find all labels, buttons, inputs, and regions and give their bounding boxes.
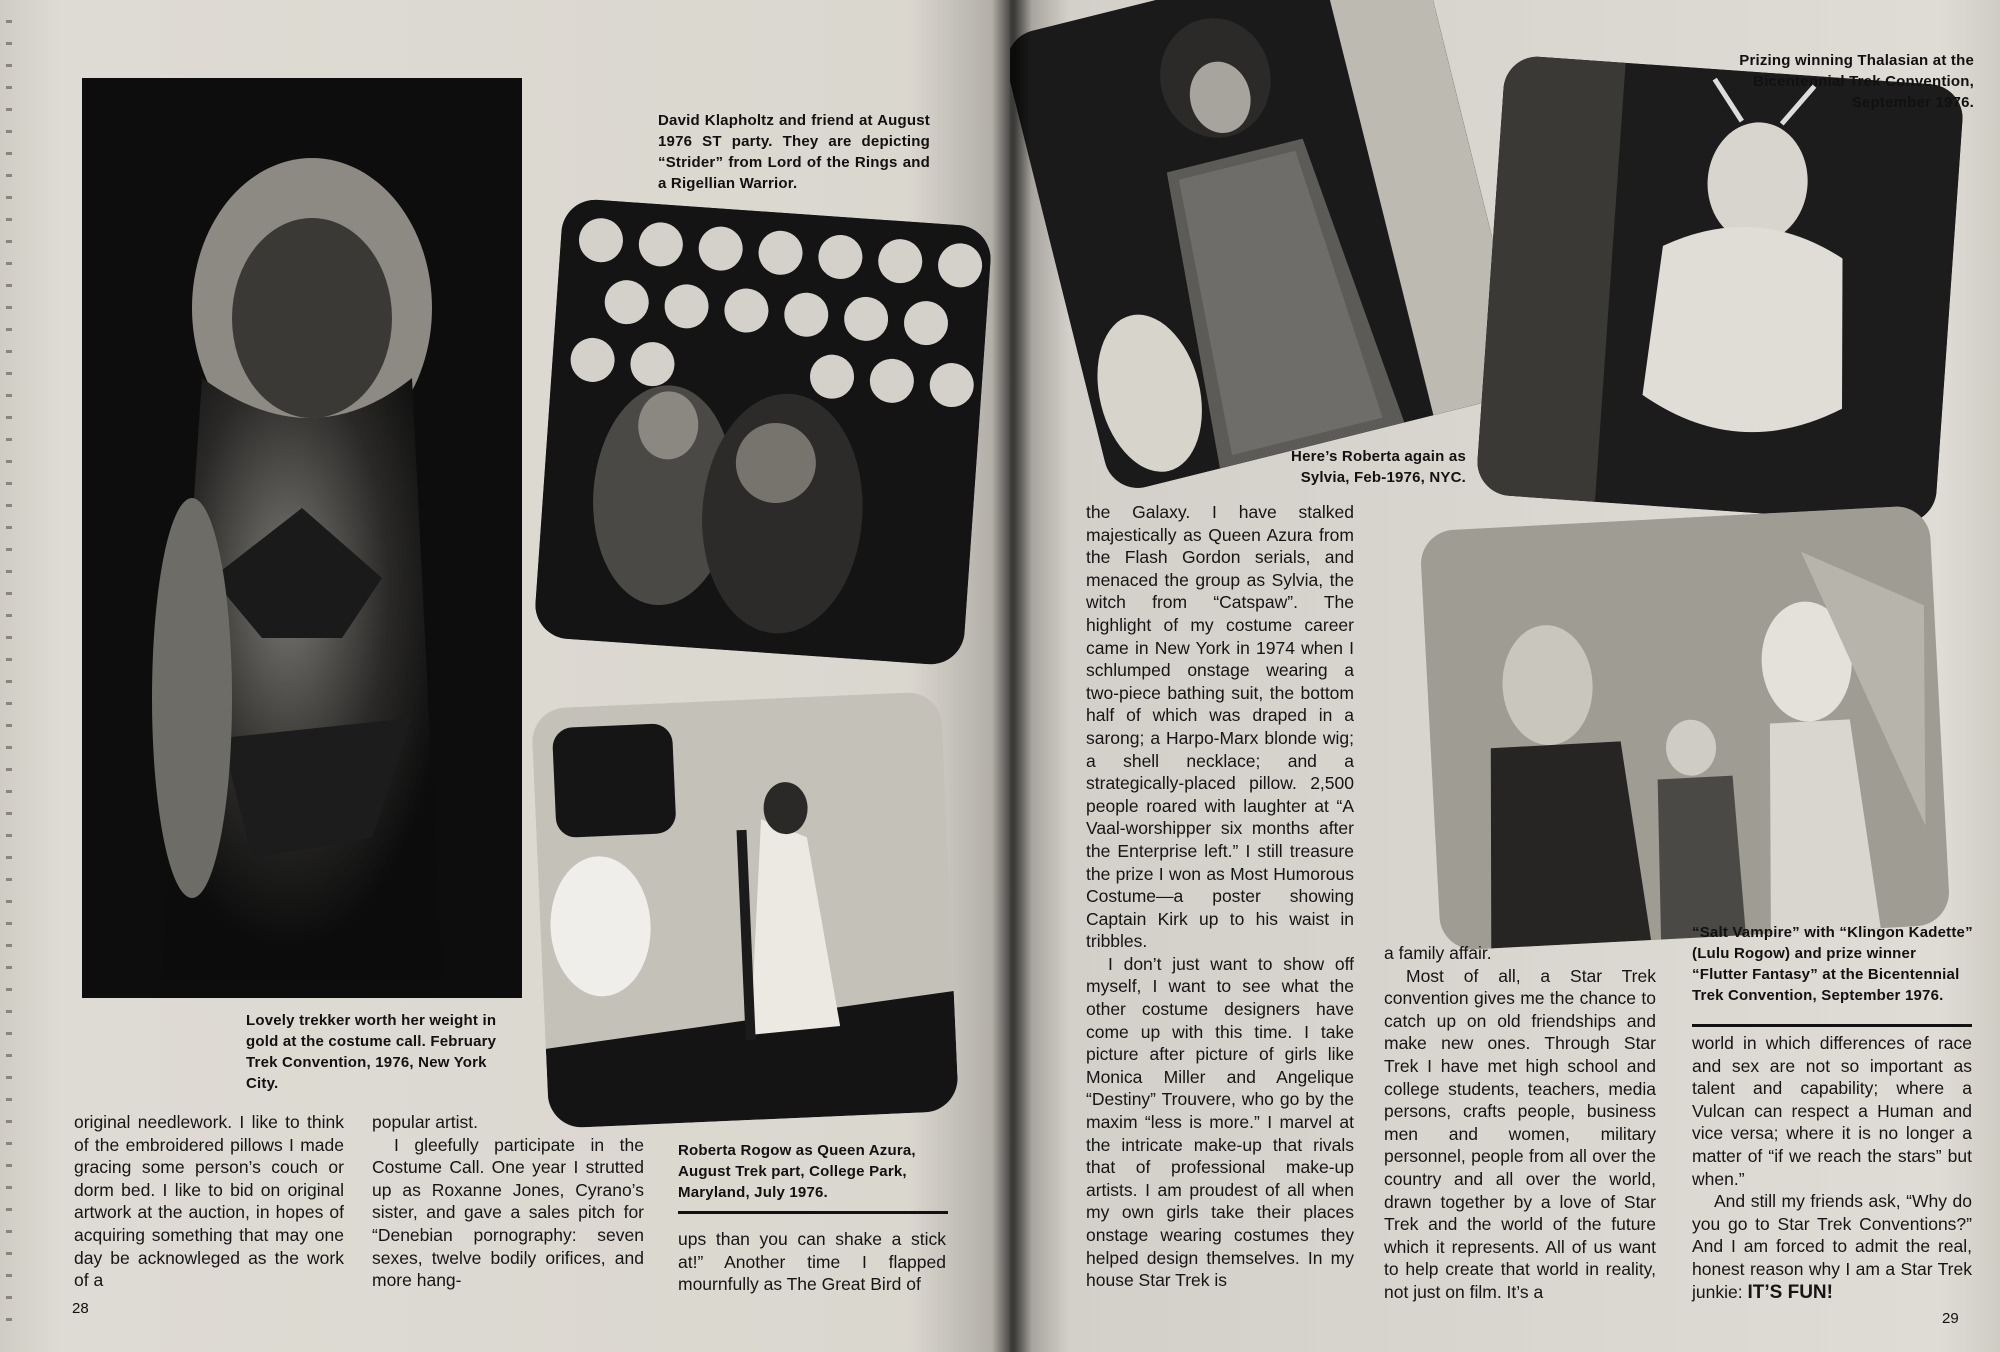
binder-holes bbox=[6, 20, 12, 1330]
photo-queen-azura bbox=[531, 691, 959, 1128]
caption-gold-trekker: Lovely trekker worth her weight in gold at the costume call. February Trek Convention, 1976, New York City. bbox=[246, 1012, 497, 1092]
spine-gutter bbox=[992, 0, 1032, 1352]
photo-thalasian bbox=[1475, 54, 1965, 525]
right-col-3-text-a: world in which differences of race and sex are not so important as talent and capability; where a Vulcan can respect a Human and vice versa; where it is no longer a matter of “if we reach the stars” but when.” bbox=[1692, 1033, 1972, 1189]
caption-azura: Roberta Rogow as Queen Azura, August Trek part, College Park, Maryland, July 1976. bbox=[678, 1142, 916, 1201]
left-col-3 bbox=[678, 1228, 946, 1296]
page-number-left: 28 bbox=[72, 1300, 89, 1317]
photo-sylvia bbox=[1010, 0, 1530, 495]
photo-gold-trekker bbox=[82, 78, 522, 998]
column-rule-right bbox=[1692, 1024, 1972, 1027]
right-col-1-text-b: I don’t just want to show off myself, I want to see what the other costume designers have come up with this time. I take picture after picture of girls like Monica Miller and Angelique “Destiny” Trouvere, who go by the maxim “less is more.” I marvel at the intricate make-up that rivals that of professional make-up artists. I am proudest of all when my own girls take their places onstage wearing costumes they helped design themselves. In my house Star Trek is bbox=[1086, 953, 1354, 1291]
caption-thalasian: Prizing winning Thalasian at the Bicentennial Trek Convention, September 1976. bbox=[1739, 52, 1974, 111]
right-col-3 bbox=[1692, 1032, 1972, 1304]
right-col-2 bbox=[1384, 942, 1656, 1304]
right-col-3-text-b bbox=[1692, 1190, 1972, 1304]
left-col-2 bbox=[372, 1111, 644, 1292]
right-col-1 bbox=[1086, 501, 1354, 1292]
caption-sylvia: Here’s Roberta again as Sylvia, Feb-1976, NYC. bbox=[1291, 448, 1466, 486]
left-col-1-text: original needlework. I like to think of the embroidered pillows I made gracing some person’s couch or dorm bed. I like to bid on original artwork at the auction, in hopes of acquiring something that may one day be acknowleged as the work of a bbox=[74, 1112, 344, 1291]
left-col-2-text: I gleefully participate in the Costume Call. One year I strutted up as Roxanne Jones, Cyrano’s sister, and gave a sales pitch for “Denebian pornography: seven sexes, twelve bodily orifices, and more hang- bbox=[372, 1134, 644, 1291]
right-col-3-closing: And still my friends ask, “Why do you go to Star Trek Conventions?” And I am forced to admit the real, honest reason why I am a Star Trek junkie: bbox=[1692, 1191, 1972, 1302]
right-page bbox=[1010, 0, 2000, 1352]
caption-klapholtz: David Klapholtz and friend at August 1976 ST party. They are depicting “Strider” from Lord of the Rings and a Rigellian Warrior. bbox=[658, 112, 930, 192]
left-col-1 bbox=[74, 1111, 344, 1292]
column-rule bbox=[678, 1211, 948, 1214]
left-col-2-line: popular artist. bbox=[372, 1112, 479, 1132]
caption-salt-vampire: “Salt Vampire” with “Klingon Kadette” (Lulu Rogow) and prize winner “Flutter Fantasy” at the Bicentennial Trek Convention, September 1976. bbox=[1692, 924, 1973, 1004]
photo-klapholtz-party bbox=[533, 198, 993, 667]
left-col-3-text: ups than you can shake a stick at!” Another time I flapped mournfully as The Great Bird of bbox=[678, 1229, 946, 1295]
photo-salt-vampire bbox=[1419, 505, 1950, 951]
page-number-right: 29 bbox=[1942, 1310, 1959, 1327]
right-col-2-text: Most of all, a Star Trek convention gives me the chance to catch up on old friendships and make new ones. Through Star Trek I have met high school and college students, teachers, media persons, crafts people, business men and women, military personnel, people from all over the country and all over the world, drawn together by a love of Star Trek and the world of the future which it represents. All of us want to help create that world in reality, not just on film. It’s a bbox=[1384, 965, 1656, 1302]
right-col-1-text-a: the Galaxy. I have stalked majestically as Queen Azura from the Flash Gordon serials, and menaced the group as Sylvia, the witch from “Catspaw”. The highlight of my costume career came in New York in 1974 when I schlumped onstage wearing a two-piece bathing suit, the bottom half of which was draped in a sarong; a Harpo-Marx blonde wig; a shell necklace; and a strategically-placed pillow. 2,500 people roared with laughter at “A Vaal-worshipper six months after the Enterprise left.” I still treasure the prize I won as Most Humorous Costume—a poster showing Captain Kirk up to his waist in tribbles. bbox=[1086, 502, 1354, 952]
right-col-2-line: a family affair. bbox=[1384, 943, 1492, 963]
its-fun-tagline: IT’S FUN! bbox=[1747, 1281, 1833, 1303]
